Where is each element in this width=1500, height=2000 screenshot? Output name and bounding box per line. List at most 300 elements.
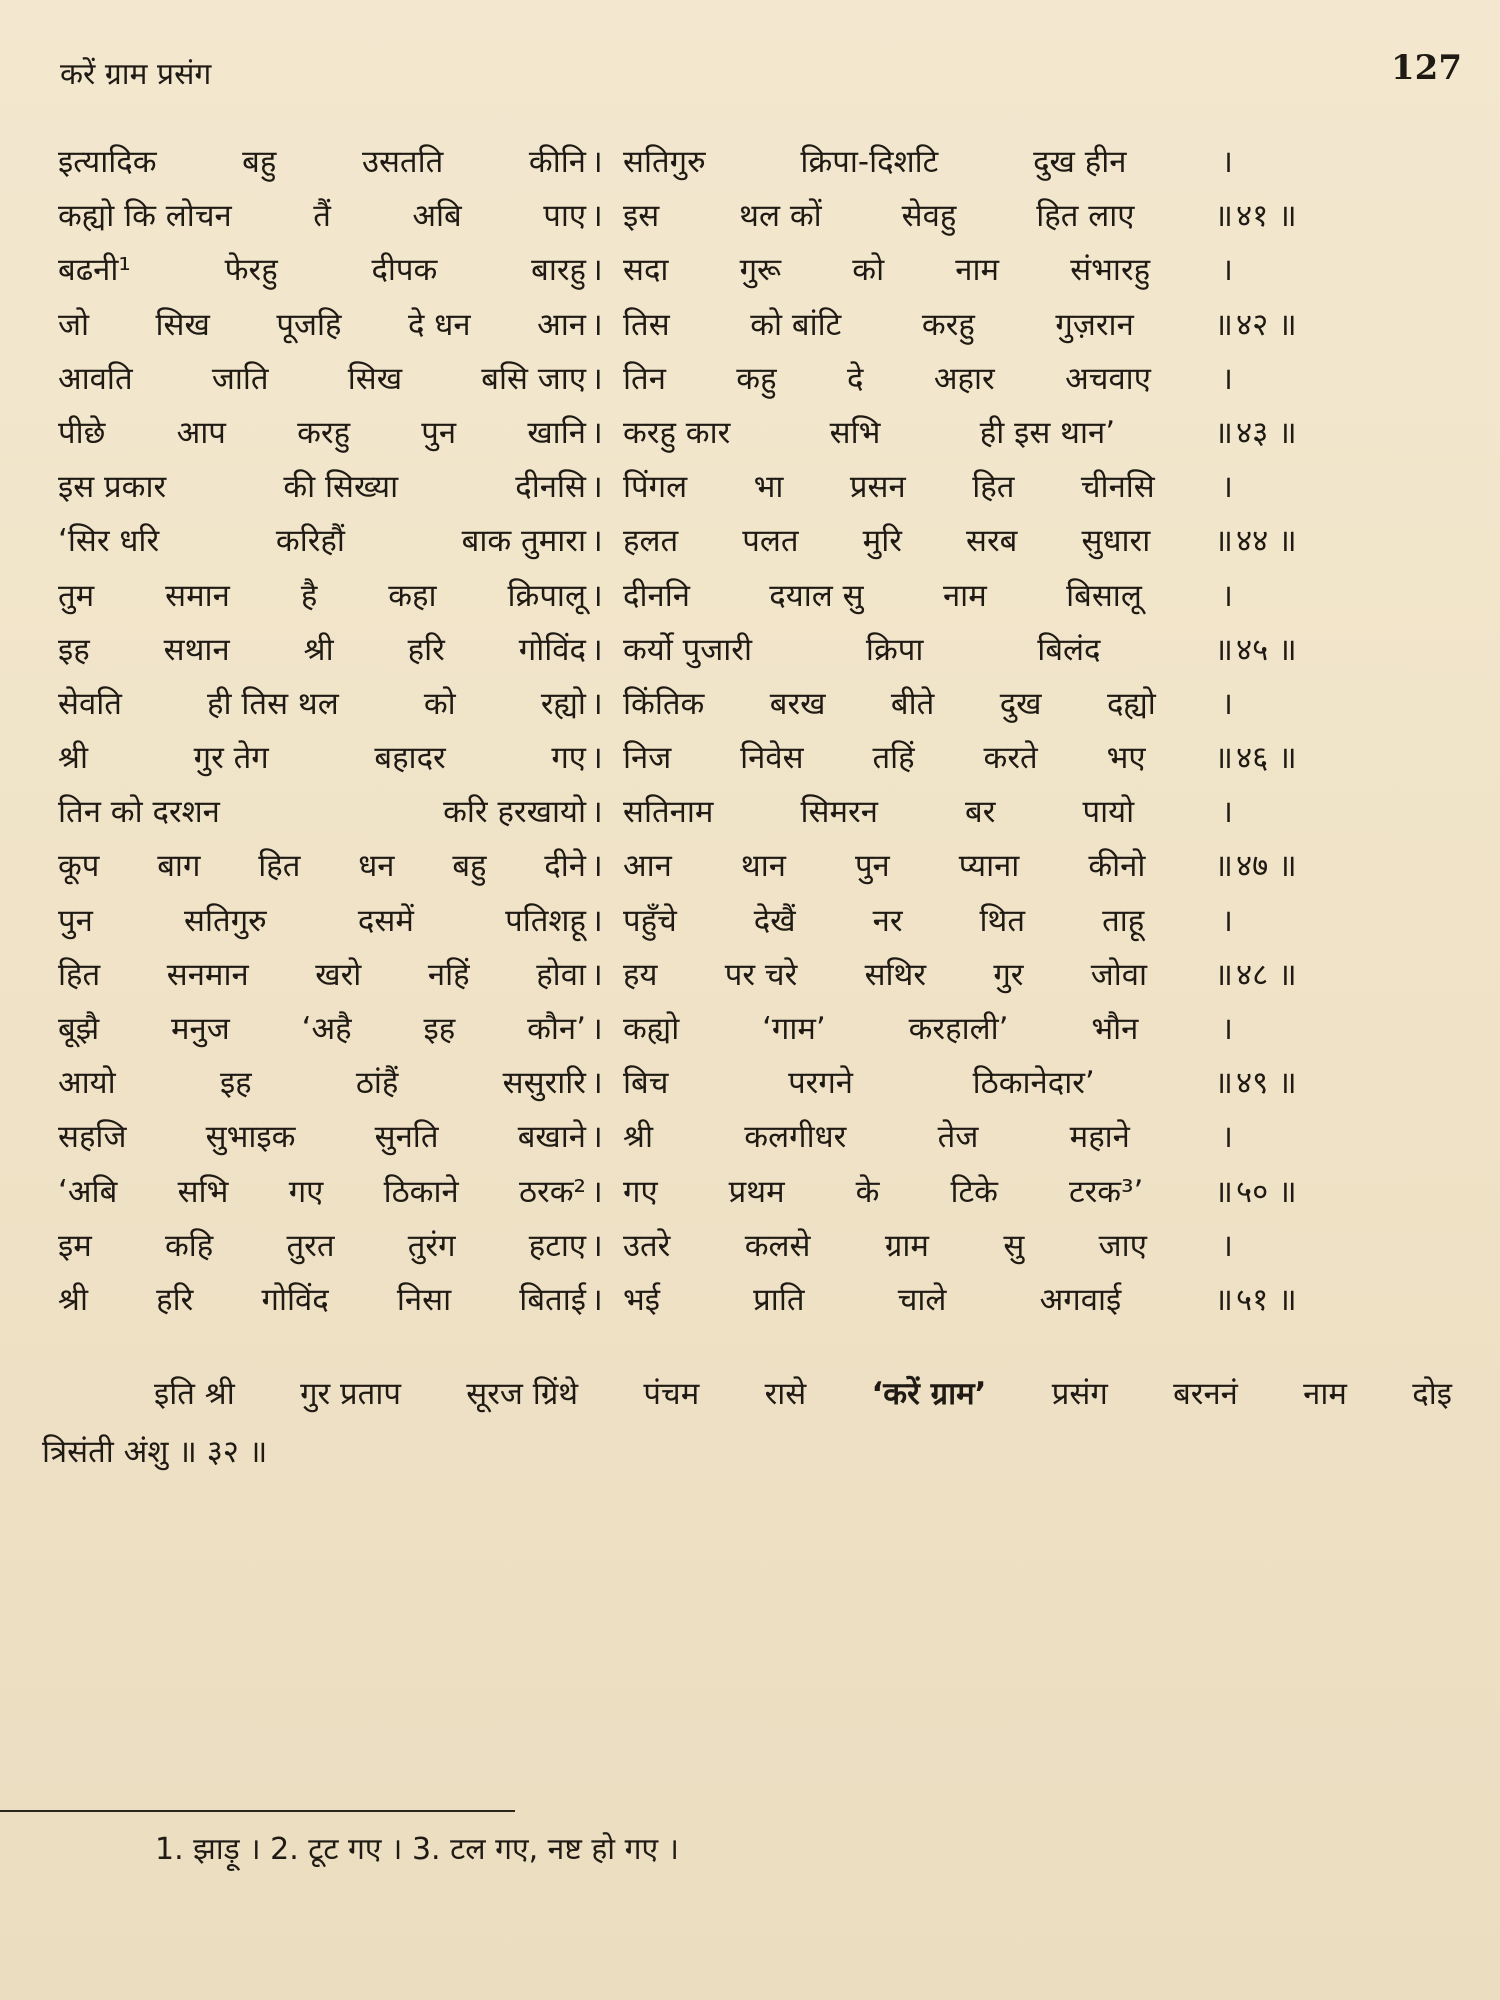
verse-word: बिच bbox=[623, 1065, 669, 1102]
verse-word: पर चरे bbox=[724, 956, 798, 993]
verse-word: आवति bbox=[58, 360, 133, 397]
verse-line bbox=[58, 1056, 1308, 1110]
verse-word: बरख bbox=[769, 685, 826, 722]
verse-word: दुख bbox=[999, 685, 1042, 722]
colophon-word: नाम bbox=[1303, 1376, 1347, 1412]
verse-word: । bbox=[1221, 902, 1233, 939]
verse-word: बिलंद bbox=[1037, 631, 1101, 668]
verse-word: थल कों bbox=[739, 198, 822, 235]
verse-word: ससुरारि bbox=[502, 1065, 586, 1102]
verse-word: समान bbox=[165, 577, 230, 614]
verse-first-half bbox=[58, 894, 586, 948]
verse-word: आयो bbox=[58, 1065, 116, 1102]
verse-word: इस bbox=[623, 198, 660, 235]
verse-line bbox=[58, 623, 1308, 677]
verse-word: दे धन bbox=[407, 306, 471, 343]
colophon-word: पंचम bbox=[643, 1376, 700, 1412]
verse-word: चीनसि bbox=[1080, 469, 1155, 506]
verse-word: बूझै bbox=[58, 1011, 100, 1047]
verse-word: ग्राम bbox=[884, 1227, 929, 1264]
verse-first-half bbox=[58, 785, 586, 839]
verse-first-half bbox=[58, 948, 586, 1002]
verse-word: बहु bbox=[242, 144, 277, 180]
verse-word: भा bbox=[753, 469, 784, 506]
verse-word: क्रिपा bbox=[865, 631, 924, 668]
danda-separator: । bbox=[591, 1281, 603, 1318]
verse-second-half bbox=[623, 785, 1233, 839]
verse-word: इस प्रकार bbox=[58, 469, 167, 506]
verse-line bbox=[58, 731, 1308, 785]
verse-word: नाम bbox=[955, 252, 1000, 289]
verse-word: श्री bbox=[58, 1281, 88, 1318]
verse-word: सु bbox=[1003, 1227, 1025, 1264]
verse-line bbox=[58, 1165, 1308, 1219]
colophon-word: सूरज ग्रिंथे bbox=[466, 1376, 579, 1412]
verse-word: प्याना bbox=[958, 848, 1020, 885]
verse-word: सिमरन bbox=[800, 794, 878, 831]
verse-word: हलत bbox=[623, 523, 679, 560]
verse-word: । bbox=[1221, 144, 1233, 180]
verse-number: ४९ ॥ bbox=[1236, 1065, 1297, 1102]
verse-word: होवा bbox=[536, 956, 586, 993]
chapter-name: ‘करें ग्राम’ bbox=[871, 1376, 987, 1412]
verse-second-half bbox=[623, 839, 1233, 893]
verse-word: करहु कार bbox=[623, 414, 731, 451]
verse-word: ‘अबि bbox=[58, 1173, 118, 1210]
verse-word: खानि bbox=[527, 414, 586, 451]
verse-line bbox=[58, 189, 1308, 243]
verse-word: ‘गाम’ bbox=[762, 1011, 826, 1047]
verse-word: बहादर bbox=[374, 740, 446, 777]
verse-second-half bbox=[623, 460, 1233, 514]
verse-word: सुनति bbox=[374, 1119, 439, 1156]
verse-line bbox=[58, 460, 1308, 514]
verse-first-half bbox=[58, 623, 586, 677]
verse-word: पुन bbox=[58, 902, 93, 939]
verse-line bbox=[58, 569, 1308, 623]
verse-second-half bbox=[623, 1056, 1233, 1110]
verse-second-half bbox=[623, 298, 1233, 352]
verse-second-half bbox=[623, 894, 1233, 948]
verse-word: नर bbox=[872, 902, 903, 939]
verse-second-half bbox=[623, 352, 1233, 406]
verse-first-half bbox=[58, 352, 586, 406]
verse-word: जो bbox=[58, 306, 90, 343]
verse-word: श्री bbox=[58, 740, 88, 777]
verse-word: । bbox=[1221, 252, 1233, 289]
verse-word: तिस bbox=[623, 306, 670, 343]
verse-word: महाने bbox=[1069, 1119, 1130, 1156]
verse-word: सेवति bbox=[58, 685, 122, 722]
verse-word: सुधारा bbox=[1081, 523, 1151, 560]
verse-word: ॥ bbox=[1214, 848, 1233, 885]
verse-word: क्रिपालू bbox=[507, 577, 586, 614]
danda-separator: । bbox=[591, 740, 603, 777]
verse-word: निज bbox=[623, 740, 672, 777]
verse-word: दसमें bbox=[357, 902, 414, 939]
verse-second-half bbox=[623, 731, 1233, 785]
verse-number: ४३ ॥ bbox=[1236, 414, 1297, 451]
verse-word: सदा bbox=[623, 252, 669, 289]
verse-first-half bbox=[58, 1110, 586, 1164]
verse-line bbox=[58, 135, 1308, 189]
verse-word: गोविंद bbox=[518, 631, 586, 668]
verse-word: थान bbox=[740, 848, 786, 885]
verse-word: थित bbox=[979, 902, 1026, 939]
verse-word: पहुँचे bbox=[623, 902, 677, 939]
verse-word: कहु bbox=[736, 360, 777, 397]
verse-first-half bbox=[58, 1056, 586, 1110]
verse-word: नाम bbox=[942, 577, 987, 614]
verse-second-half bbox=[623, 1002, 1233, 1056]
verse-number: ४७ ॥ bbox=[1236, 848, 1297, 885]
verse-word: गुरू bbox=[739, 252, 782, 289]
verse-word: पायो bbox=[1082, 794, 1135, 831]
verse-word: दयाल सु bbox=[769, 577, 864, 614]
verse-line bbox=[58, 839, 1308, 893]
verse-word: हित लाए bbox=[1036, 198, 1135, 235]
verse-word: सेवहु bbox=[901, 198, 957, 235]
verse-word: किंतिक bbox=[623, 685, 705, 722]
verse-word: । bbox=[1221, 685, 1233, 722]
verse-word: कूप bbox=[58, 848, 100, 885]
verse-word: सुभाइक bbox=[205, 1119, 296, 1156]
verse-word: प्राति bbox=[753, 1281, 805, 1318]
danda-separator: । bbox=[591, 469, 603, 506]
verse-second-half bbox=[623, 243, 1233, 297]
verse-word: प्रसन bbox=[849, 469, 906, 506]
verse-word: हरि bbox=[407, 631, 445, 668]
verse-word: ॥ bbox=[1214, 631, 1233, 668]
verse-word: जोवा bbox=[1090, 956, 1148, 993]
verse-word: ॥ bbox=[1214, 956, 1233, 993]
verse-word: उतरे bbox=[623, 1227, 671, 1264]
verse-word: है bbox=[300, 577, 318, 614]
verse-word: तुरंग bbox=[407, 1227, 456, 1264]
verse-word: । bbox=[1221, 1011, 1233, 1047]
page-number: 127 bbox=[1391, 48, 1462, 88]
danda-separator: । bbox=[591, 1065, 603, 1102]
verse-word: गोविंद bbox=[261, 1281, 329, 1318]
verse-word: कहि bbox=[164, 1227, 214, 1264]
verse-block bbox=[58, 135, 1308, 1327]
verse-word: सनमान bbox=[166, 956, 249, 993]
verse-word: । bbox=[1221, 1227, 1233, 1264]
verse-word: पलत bbox=[742, 523, 799, 560]
verse-word: जाति bbox=[211, 360, 269, 397]
verse-word: । bbox=[1221, 469, 1233, 506]
danda-separator: । bbox=[591, 1119, 603, 1156]
colophon bbox=[42, 1365, 1452, 1481]
verse-word: करते bbox=[983, 740, 1038, 777]
verse-word: हरि bbox=[156, 1281, 194, 1318]
verse-word: ही तिस थल bbox=[207, 685, 339, 722]
verse-word: नहिं bbox=[427, 956, 470, 993]
danda-separator: । bbox=[591, 631, 603, 668]
verse-word: इह bbox=[219, 1065, 252, 1102]
verse-line bbox=[58, 1219, 1308, 1273]
footnotes: 1. झाड़ू । 2. टूट गए । 3. टल गए, नष्ट हो गए । bbox=[155, 1832, 679, 1867]
verse-first-half bbox=[58, 839, 586, 893]
verse-first-half bbox=[58, 514, 586, 568]
verse-word: श्री bbox=[623, 1119, 653, 1156]
verse-word: ॥ bbox=[1214, 306, 1233, 343]
verse-word: कर्यो पुजारी bbox=[623, 631, 753, 668]
colophon-word: प्रसंग bbox=[1051, 1376, 1108, 1412]
verse-word: बसि जाए bbox=[481, 360, 586, 397]
verse-word: फेरहु bbox=[224, 252, 278, 289]
danda-separator: । bbox=[591, 198, 603, 235]
verse-first-half bbox=[58, 460, 586, 514]
verse-word: ठांहैं bbox=[355, 1065, 399, 1102]
verse-word: तिन bbox=[623, 360, 666, 397]
verse-word: तेज bbox=[937, 1119, 979, 1156]
verse-number: ४६ ॥ bbox=[1236, 740, 1297, 777]
footnote-rule bbox=[0, 1810, 515, 1812]
colophon-word: रासे bbox=[764, 1376, 807, 1412]
colophon-line-1 bbox=[42, 1365, 1452, 1423]
verse-word: तुम bbox=[58, 577, 95, 614]
verse-word: सथान bbox=[163, 631, 230, 668]
verse-line bbox=[58, 298, 1308, 352]
verse-word: पीछे bbox=[58, 414, 106, 451]
verse-word: हित bbox=[58, 956, 101, 993]
danda-separator: । bbox=[591, 848, 603, 885]
verse-word: श्री bbox=[303, 631, 334, 668]
verse-word: करिहौं bbox=[275, 523, 345, 560]
danda-separator: । bbox=[591, 902, 603, 939]
verse-word: बिताई bbox=[519, 1281, 586, 1318]
verse-word: बारहु bbox=[531, 252, 586, 289]
verse-word: सिख bbox=[155, 306, 210, 343]
verse-first-half bbox=[58, 1219, 586, 1273]
verse-word: दीने bbox=[544, 848, 586, 885]
verse-word: पुन bbox=[854, 848, 890, 885]
verse-word: हय bbox=[623, 956, 658, 993]
verse-word: करि हरखायो bbox=[443, 794, 586, 831]
verse-word: कीनि bbox=[528, 144, 586, 180]
danda-separator: । bbox=[591, 1227, 603, 1264]
verse-word: की सिख्या bbox=[283, 469, 399, 506]
verse-word: को बांटि bbox=[750, 306, 842, 343]
verse-number: ४८ ॥ bbox=[1236, 956, 1297, 993]
verse-word: कीनो bbox=[1088, 848, 1146, 885]
verse-first-half bbox=[58, 298, 586, 352]
danda-separator: । bbox=[591, 144, 603, 180]
verse-first-half bbox=[58, 243, 586, 297]
verse-word: कौन’ bbox=[527, 1011, 586, 1047]
verse-word: हित bbox=[258, 848, 301, 885]
verse-word: कह्यो कि लोचन bbox=[58, 198, 232, 235]
verse-second-half bbox=[623, 1165, 1233, 1219]
verse-first-half bbox=[58, 569, 586, 623]
verse-word: अहार bbox=[933, 360, 995, 397]
verse-word: कह्यो bbox=[623, 1011, 680, 1047]
verse-word: कहा bbox=[388, 577, 437, 614]
verse-word: गुज़रान bbox=[1055, 306, 1134, 343]
verse-line bbox=[58, 1110, 1308, 1164]
verse-word: ठिकानेदार’ bbox=[972, 1065, 1095, 1102]
verse-word: ॥ bbox=[1214, 1173, 1233, 1210]
verse-word: तिन को दरशन bbox=[58, 794, 220, 831]
running-header: करें ग्राम प्रसंग bbox=[60, 57, 212, 92]
verse-word: पूजहि bbox=[276, 306, 342, 343]
verse-word: सतिगुरु bbox=[623, 144, 706, 180]
verse-first-half bbox=[58, 189, 586, 243]
verse-line bbox=[58, 948, 1308, 1002]
colophon-word: इति श्री bbox=[154, 1376, 235, 1412]
verse-word: । bbox=[1221, 1119, 1233, 1156]
verse-word: आन bbox=[623, 848, 672, 885]
danda-separator: । bbox=[591, 360, 603, 397]
verse-word: दह्यो bbox=[1106, 685, 1156, 722]
verse-second-half bbox=[623, 623, 1233, 677]
verse-word: करहाली’ bbox=[908, 1011, 1009, 1047]
verse-word: गुर तेग bbox=[193, 740, 269, 777]
verse-word: ‘सिर धरि bbox=[58, 523, 160, 560]
verse-word: बीते bbox=[890, 685, 935, 722]
verse-word: दीनसि bbox=[515, 469, 586, 506]
verse-word: टिके bbox=[950, 1173, 998, 1210]
danda-separator: । bbox=[591, 306, 603, 343]
verse-first-half bbox=[58, 406, 586, 460]
danda-separator: । bbox=[591, 577, 603, 614]
verse-second-half bbox=[623, 569, 1233, 623]
verse-word: अगवाई bbox=[1039, 1281, 1122, 1318]
verse-word: दीपक bbox=[371, 252, 438, 289]
danda-separator: । bbox=[591, 685, 603, 722]
danda-separator: । bbox=[591, 252, 603, 289]
verse-word: तुरत bbox=[286, 1227, 335, 1264]
verse-word: इह bbox=[423, 1011, 456, 1047]
verse-first-half bbox=[58, 135, 586, 189]
verse-word: पुन bbox=[421, 414, 457, 451]
danda-separator: । bbox=[591, 1011, 603, 1047]
colophon-word: दोइ bbox=[1412, 1376, 1452, 1412]
verse-word: ठरक² bbox=[519, 1173, 586, 1210]
danda-separator: । bbox=[591, 523, 603, 560]
verse-word: भई bbox=[623, 1281, 661, 1318]
verse-second-half bbox=[623, 406, 1233, 460]
verse-word: मनुज bbox=[171, 1011, 230, 1047]
verse-word: टरक³’ bbox=[1068, 1173, 1144, 1210]
verse-word: कलसे bbox=[744, 1227, 811, 1264]
verse-word: पिंगल bbox=[623, 469, 688, 506]
colophon-line-2: त्रिसंती अंशु ॥ ३२ ॥ bbox=[42, 1434, 268, 1470]
verse-word: मुरि bbox=[862, 523, 902, 560]
verse-word: को bbox=[423, 685, 456, 722]
verse-word: दीननि bbox=[623, 577, 690, 614]
verse-first-half bbox=[58, 677, 586, 731]
verse-number: ४५ ॥ bbox=[1236, 631, 1297, 668]
verse-word: ठिकाने bbox=[383, 1173, 459, 1210]
verse-first-half bbox=[58, 1002, 586, 1056]
verse-word: सभि bbox=[829, 414, 881, 451]
verse-word: करहु bbox=[297, 414, 351, 451]
verse-word: रह्यो bbox=[540, 685, 586, 722]
verse-word: भौन bbox=[1091, 1011, 1139, 1047]
verse-word: सहजि bbox=[58, 1119, 127, 1156]
verse-word: ‘अहै bbox=[301, 1011, 352, 1047]
danda-separator: । bbox=[591, 1173, 603, 1210]
verse-word: अचवाए bbox=[1065, 360, 1151, 397]
verse-word: तैं bbox=[313, 198, 331, 235]
verse-word: बहु bbox=[452, 848, 487, 885]
verse-word: सतिगुरु bbox=[184, 902, 267, 939]
verse-second-half bbox=[623, 135, 1233, 189]
verse-word: सथिर bbox=[864, 956, 927, 993]
verse-word: बिसालू bbox=[1066, 577, 1142, 614]
verse-word: गए bbox=[551, 740, 586, 777]
verse-line bbox=[58, 352, 1308, 406]
verse-number: ४१ ॥ bbox=[1236, 198, 1297, 235]
verse-word: बखाने bbox=[517, 1119, 586, 1156]
verse-line bbox=[58, 406, 1308, 460]
verse-second-half bbox=[623, 514, 1233, 568]
verse-word: गुर bbox=[993, 956, 1024, 993]
verse-second-half bbox=[623, 677, 1233, 731]
verse-word: भए bbox=[1106, 740, 1146, 777]
verse-word: सिख bbox=[347, 360, 403, 397]
verse-word: दुख हीन bbox=[1033, 144, 1127, 180]
verse-word: करहु bbox=[921, 306, 975, 343]
danda-separator: । bbox=[591, 794, 603, 831]
verse-word: गए bbox=[288, 1173, 324, 1210]
verse-second-half bbox=[623, 1219, 1233, 1273]
verse-word: ही इस थान’ bbox=[979, 414, 1116, 451]
verse-word: ॥ bbox=[1214, 740, 1233, 777]
verse-second-half bbox=[623, 1273, 1233, 1327]
verse-word: गए bbox=[623, 1173, 658, 1210]
verse-line bbox=[58, 1273, 1308, 1327]
verse-word: इत्यादिक bbox=[58, 144, 157, 180]
verse-word: ताहू bbox=[1102, 902, 1145, 939]
verse-word: बाग bbox=[157, 848, 201, 885]
verse-word: देखैं bbox=[753, 902, 796, 939]
verse-line bbox=[58, 894, 1308, 948]
verse-word: बर bbox=[965, 794, 996, 831]
colophon-word: गुर प्रताप bbox=[300, 1376, 401, 1412]
verse-word: निसा bbox=[396, 1281, 452, 1318]
verse-line bbox=[58, 243, 1308, 297]
verse-word: सभि bbox=[177, 1173, 229, 1210]
verse-word: दे bbox=[846, 360, 864, 397]
verse-word: परगने bbox=[788, 1065, 854, 1102]
verse-word: । bbox=[1221, 577, 1233, 614]
verse-first-half bbox=[58, 731, 586, 785]
verse-word: ॥ bbox=[1214, 523, 1233, 560]
verse-word: इह bbox=[58, 631, 90, 668]
verse-line bbox=[58, 785, 1308, 839]
verse-word: चाले bbox=[897, 1281, 947, 1318]
verse-word: पतिशहू bbox=[505, 902, 586, 939]
verse-word: सतिनाम bbox=[623, 794, 714, 831]
danda-separator: । bbox=[591, 414, 603, 451]
verse-word: को bbox=[852, 252, 885, 289]
verse-number: ५१ ॥ bbox=[1236, 1281, 1297, 1318]
verse-word: इम bbox=[58, 1227, 92, 1264]
verse-word: ॥ bbox=[1214, 1281, 1233, 1318]
verse-line bbox=[58, 1002, 1308, 1056]
verse-second-half bbox=[623, 1110, 1233, 1164]
verse-word: ॥ bbox=[1214, 414, 1233, 451]
verse-word: पाए bbox=[543, 198, 586, 235]
verse-word: के bbox=[855, 1173, 880, 1210]
verse-first-half bbox=[58, 1273, 586, 1327]
verse-second-half bbox=[623, 948, 1233, 1002]
verse-word: । bbox=[1221, 360, 1233, 397]
verse-word: आन bbox=[537, 306, 586, 343]
